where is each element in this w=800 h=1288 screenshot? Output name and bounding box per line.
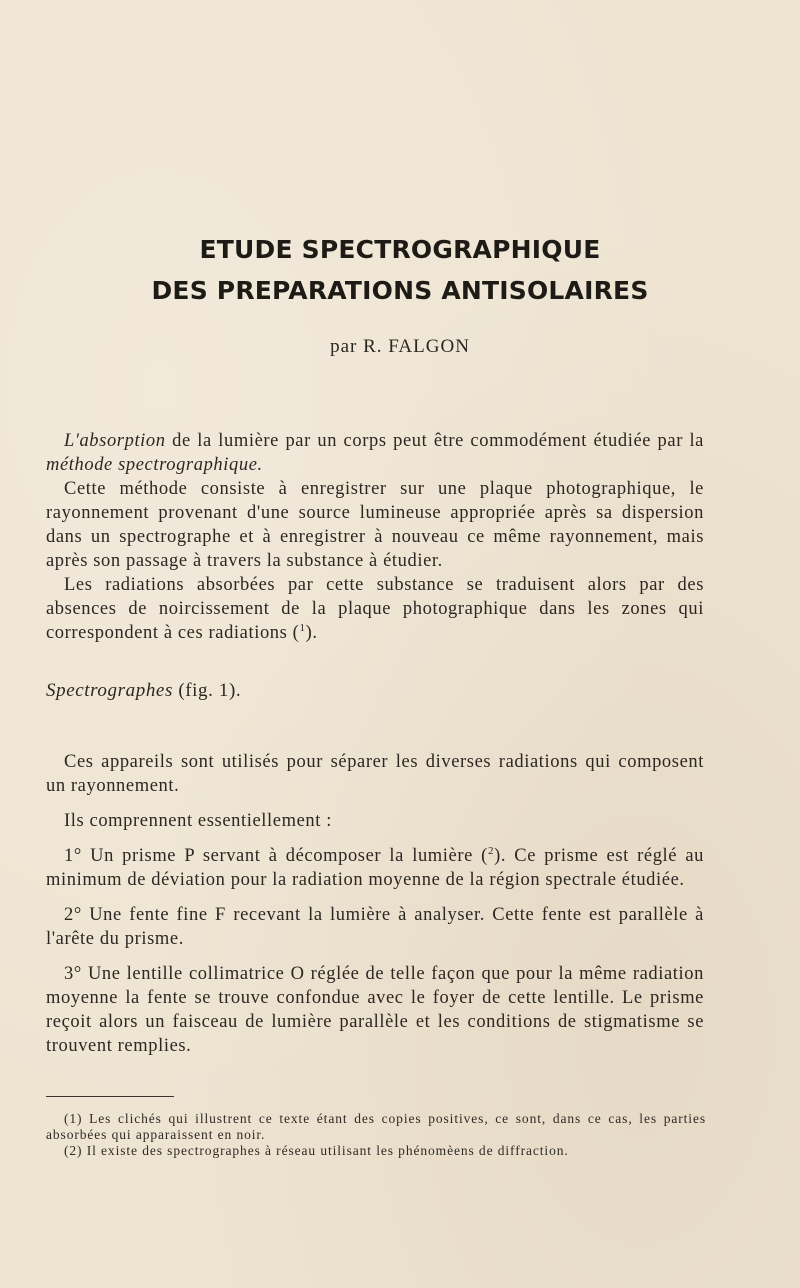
term-absorption: L'absorption (64, 431, 166, 451)
list-item-1-end: ). Ce prisme est réglé au minimum de déviation pour la radiation moyenne de la région spectrale étudiée. (46, 846, 705, 890)
list-item-1 (46, 844, 704, 892)
section-heading-title: Spectrographes (46, 680, 173, 701)
footnote-ref-2: 2 (487, 844, 495, 857)
list-item-3: 3° Une lentille collimatrice O réglée de telle façon que pour la même radiation moyenne la fente se trouve confondue avec le foyer de cette lentille. Le prisme reçoit alors un faisceau de lumière parallèle et les conditions de stigmatisme se trouvent remplies. (46, 964, 704, 1056)
intro-section (46, 429, 704, 645)
page-title-line-1: ETUDE SPECTROGRAPHIQUE (199, 235, 601, 264)
footnotes (46, 1111, 706, 1159)
footnote-divider (46, 1096, 174, 1097)
intro-paragraph-2: Cette méthode consiste à enregistrer sur une plaque photographique, le rayonnement provenant d'une source lumineuse appropriée après sa dispersion dans un spectrographe et à enregistrer à nouveau ce même rayonnement, mais après son passage à travers la substance à étudier. (46, 479, 704, 571)
section-paragraph-2: Ils comprennent essentiellement : (64, 811, 332, 831)
list-item-1-text: 1° Un prisme P servant à décomposer la lumière ( (64, 846, 488, 866)
intro-paragraph-3-text: Les radiations absorbées par cette substance se traduisent alors par des absences de noircissement de la plaque photographique dans les zones qui correspondent à ces radiations ( (46, 575, 704, 643)
author-line: par R. FALGON (330, 336, 470, 357)
page-title-line-2: DES PREPARATIONS ANTISOLAIRES (151, 276, 649, 305)
intro-paragraph-1-text: de la lumière par un corps peut être commodément étudiée par la (165, 431, 704, 451)
footnote-1: (1) Les clichés qui illustrent ce texte étant des copies positives, ce sont, dans ce cas, les parties absorbées qui apparaissent en noir. (46, 1111, 706, 1142)
intro-paragraph-3-end: ). (305, 623, 318, 643)
footnote-2: (2) Il existe des spectrographes à réseau utilisant les phénomèens de diffraction. (64, 1143, 569, 1158)
section-paragraph-1: Ces appareils sont utilisés pour séparer les diverses radiations qui composent un rayonnement. (46, 752, 704, 796)
list-item-2: 2° Une fente fine F recevant la lumière à analyser. Cette fente est parallèle à l'arête du prisme. (46, 905, 704, 949)
footnote-ref-1: 1 (299, 621, 306, 634)
intro-paragraph-1 (46, 429, 704, 477)
intro-paragraph-3 (46, 573, 704, 645)
spectrographs-section (46, 750, 704, 1058)
section-heading (46, 680, 241, 702)
section-heading-figref: (fig. 1). (172, 680, 242, 701)
term-method: méthode spectrographique. (46, 455, 263, 475)
